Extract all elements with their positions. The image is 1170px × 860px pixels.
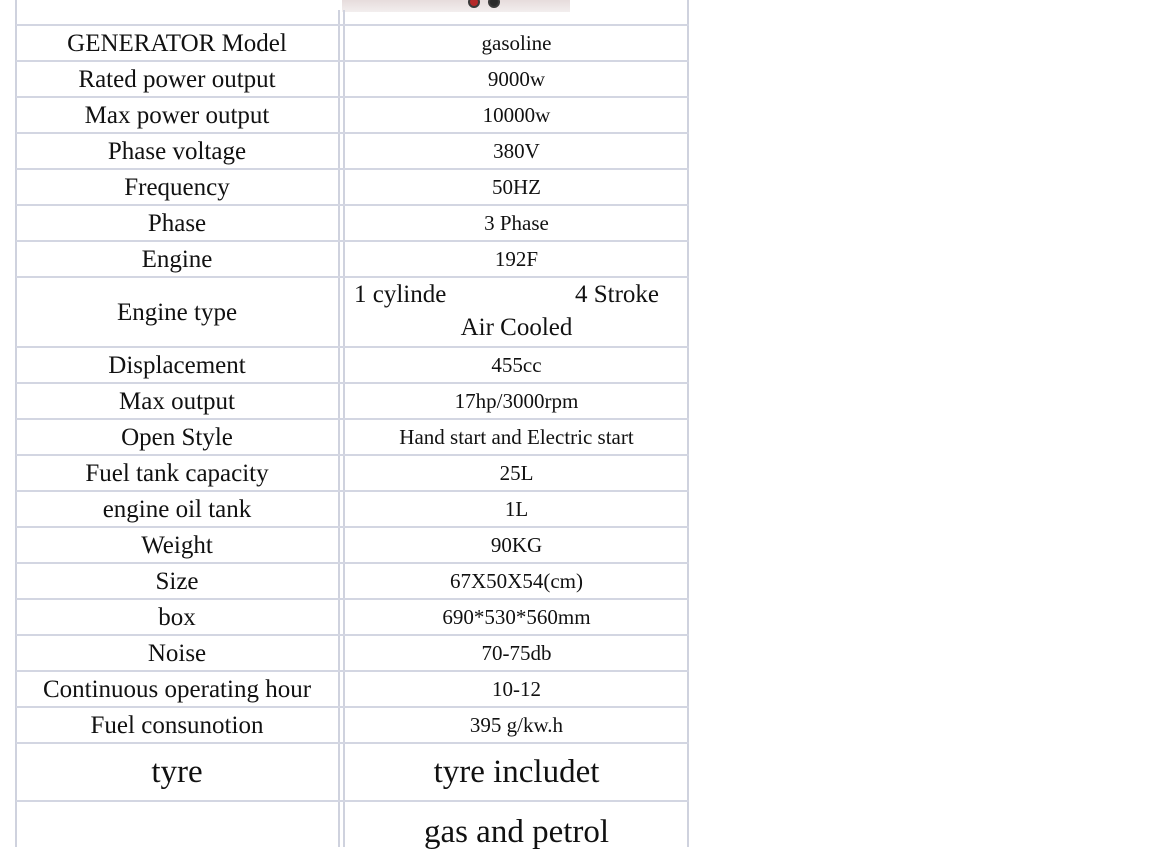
table-row: [16, 706, 689, 742]
table-row: [16, 418, 689, 454]
table-row: [16, 24, 689, 60]
spec-label: engine oil tank: [102, 495, 252, 523]
wheel-icon: [488, 0, 500, 8]
spec-label: Continuous operating hour: [42, 675, 312, 703]
table-row: [16, 526, 689, 562]
spec-label: GENERATOR Model: [67, 29, 287, 57]
spec-value: 455cc: [491, 352, 542, 377]
spec-value: tyre includet: [433, 753, 600, 790]
spec-label: Weight: [141, 531, 213, 559]
spec-value: 192F: [494, 246, 539, 271]
spec-label: box: [158, 603, 196, 631]
spec-label: Size: [155, 567, 199, 595]
table-row: [16, 634, 689, 670]
spec-value: 395 g/kw.h: [469, 712, 564, 737]
spec-value: 90KG: [490, 532, 543, 557]
table-row: [16, 60, 689, 96]
table-row: [16, 490, 689, 526]
table-row: [16, 204, 689, 240]
spec-value: 3 Phase: [484, 210, 549, 235]
spec-label: Engine type: [116, 298, 238, 326]
spec-value: 9000w: [487, 66, 546, 91]
spec-value: 17hp/3000rpm: [454, 388, 579, 413]
spec-value: 67X50X54(cm): [450, 568, 583, 593]
table-row: [16, 240, 689, 276]
spec-label: Fuel consunotion: [90, 711, 264, 739]
spec-value: 690*530*560mm: [442, 604, 591, 629]
spec-label: Displacement: [108, 351, 246, 379]
spec-label: tyre: [151, 753, 203, 790]
spec-value: 380V: [493, 138, 540, 163]
cooling-text: Air Cooled: [460, 314, 573, 341]
spec-label: Frequency: [124, 173, 230, 201]
spec-label: Fuel tank capacity: [85, 459, 269, 487]
table-row: [16, 454, 689, 490]
spec-value: 50HZ: [492, 174, 541, 199]
spec-value: 10000w: [482, 102, 551, 127]
spec-label: Engine: [141, 245, 213, 273]
generator-photo-fragment: [342, 0, 570, 12]
table-row: [16, 382, 689, 418]
spec-label: Phase: [147, 209, 207, 237]
spec-label: Max power output: [84, 101, 270, 129]
stroke-text: 4 Stroke: [574, 281, 659, 308]
spec-label: Open Style: [121, 423, 233, 451]
spec-value: gas and petrol: [423, 814, 610, 850]
table-row: [16, 670, 689, 706]
table-row: [16, 742, 689, 800]
spec-value: 25L: [499, 460, 534, 485]
spec-label: Rated power output: [78, 65, 276, 93]
table-row: [16, 276, 689, 346]
table-row: [16, 800, 689, 860]
wheel-icon: [468, 0, 480, 8]
table-row: [16, 96, 689, 132]
engine-type-line: [344, 282, 689, 307]
table-row: [16, 132, 689, 168]
table-row: [16, 346, 689, 382]
spec-label: Phase voltage: [107, 137, 247, 165]
spec-label: Noise: [147, 639, 207, 667]
table-row: [16, 598, 689, 634]
spec-value: 1L: [504, 496, 529, 521]
spec-label: Max output: [119, 387, 235, 415]
spec-value: gasoline: [481, 30, 552, 55]
spec-label: [16, 802, 338, 860]
table-row: [16, 562, 689, 598]
table-row: [16, 168, 689, 204]
spec-value: 70-75db: [481, 640, 552, 665]
spec-value: 10-12: [492, 676, 541, 701]
spec-value: Hand start and Electric start: [399, 424, 634, 449]
cylinder-text: 1 cylinde: [354, 281, 447, 308]
spec-value: [344, 278, 689, 346]
spec-table: [16, 24, 689, 860]
